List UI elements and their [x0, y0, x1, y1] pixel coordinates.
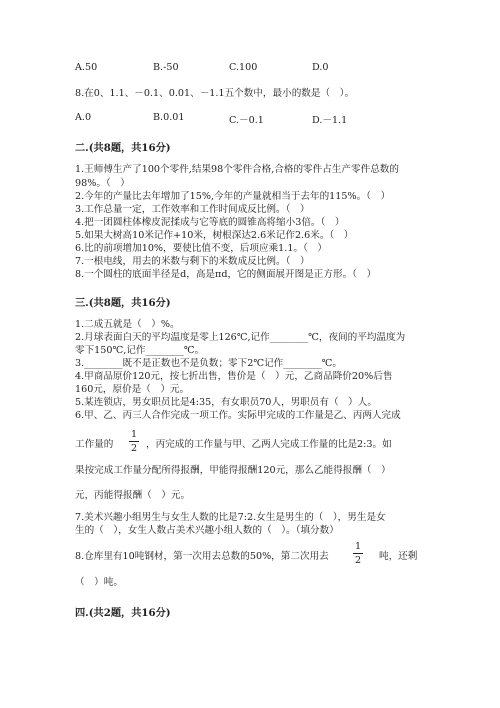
question-line: 5.如果大树高10米记作+10米，树根深达2.6米记作2.6米。（ ）: [75, 230, 354, 241]
question-line: （ ）吨。: [75, 577, 123, 588]
fraction-bar: [129, 441, 139, 442]
fraction-denominator: 2: [130, 443, 138, 454]
question-line: 1.王师傅生产了100个零件,结果98个零件合格,合格的零件占生产零件总数的: [75, 164, 399, 175]
question-6-text-b: ，丙完成的工作量与甲、乙两人完成工作量的比是2:3。如: [146, 439, 392, 450]
fraction-bar: [353, 553, 363, 554]
section-4-heading: 四.(共2题，共16分): [75, 607, 171, 619]
fraction-numerator: 1: [354, 541, 362, 552]
question-line: 7.美术兴趣小组男生与女生人数的比是7:2.女生是男生的（ ），男生是女: [75, 512, 386, 523]
question-line: 5.某连锁店，男女职员比是4:35，有女职员70人，男职员有（ ）人。: [75, 397, 377, 408]
question-8-stem: 8.在0、1.1、－0.1、0.01、－1.1五个数中，最小的数是（ ）。: [75, 88, 355, 99]
question-6-text-a: 工作量的: [75, 439, 114, 450]
question-line: 零下150℃,记作________℃。: [75, 345, 205, 356]
question-line: 6.甲、乙、丙三人合作完成一项工作。实际甲完成的工作量是乙、丙两人完成: [75, 410, 401, 421]
question-line: 4.把一团圆柱体橡皮泥揉成与它等底的圆锥高将缩小3倍。（ ）: [75, 217, 345, 228]
question-line: 98%。（ ）: [75, 178, 130, 189]
question-line: 8.一个圆柱的底面半径是d，高是πd，它的侧面展开图是正方形。（ ）: [75, 269, 377, 280]
option-a: A.50: [75, 62, 98, 73]
question-line: 3.________既不是正数也不是负数；零下2℃记作________℃。: [75, 358, 342, 369]
fraction-one-half: [129, 429, 139, 454]
question-line: 生的（ ），女生人数占美术兴趣小组人数的（ ）。（填分数）: [75, 525, 339, 536]
fraction-denominator: 2: [354, 555, 362, 566]
option-c: C.100: [229, 62, 258, 73]
question-8-text-a: 8.仓库里有10吨钢材，第一次用去总数的50%，第二次用去: [75, 551, 329, 562]
question-line: 6.比的前项增加10%，要使比值不变，后项应乘1.1。（ ）: [75, 243, 327, 254]
option-b: B.-50: [153, 62, 179, 73]
option-a: A.0: [75, 112, 92, 123]
question-line: 7.一根电线，用去的米数与剩下的米数成反比例。（ ）: [75, 256, 310, 267]
question-line: 4.甲商品原价120元，按七折出售，售价是（ ）元，乙商品降价20%后售: [75, 371, 393, 382]
question-line: 1.二成五就是（ ）%。: [75, 319, 180, 330]
option-c: C.－0.1: [229, 115, 264, 126]
question-line: 160元，原价是（ ）元。: [75, 384, 190, 395]
option-d: D.－1.1: [312, 115, 348, 126]
question-line: 果按完成工作量分配所得报酬，甲能得报酬120元，那么乙能得报酬（ ）: [75, 465, 391, 476]
fraction-one-half: [353, 541, 363, 566]
question-line: 2.今年的产量比去年增加了15%,今年的产量就相当于去年的115%。（ ）: [75, 191, 391, 202]
question-8-text-b: 吨，还剩: [379, 551, 418, 562]
question-line: 3.工作总量一定，工作效率和工作时间成反比例。（ ）: [75, 204, 310, 215]
section-3-heading: 三.(共8题，共16分): [75, 297, 171, 309]
question-line: 2.月球表面白天的平均温度是零上126℃,记作________℃，夜间的平均温度为: [75, 332, 406, 343]
section-2-heading: 二.(共8题，共16分): [75, 142, 171, 154]
option-b: B.0.01: [153, 112, 185, 123]
option-d: D.0: [312, 62, 329, 73]
question-line: 元，丙能得报酬（ ）元。: [75, 490, 191, 501]
fraction-numerator: 1: [130, 429, 138, 440]
